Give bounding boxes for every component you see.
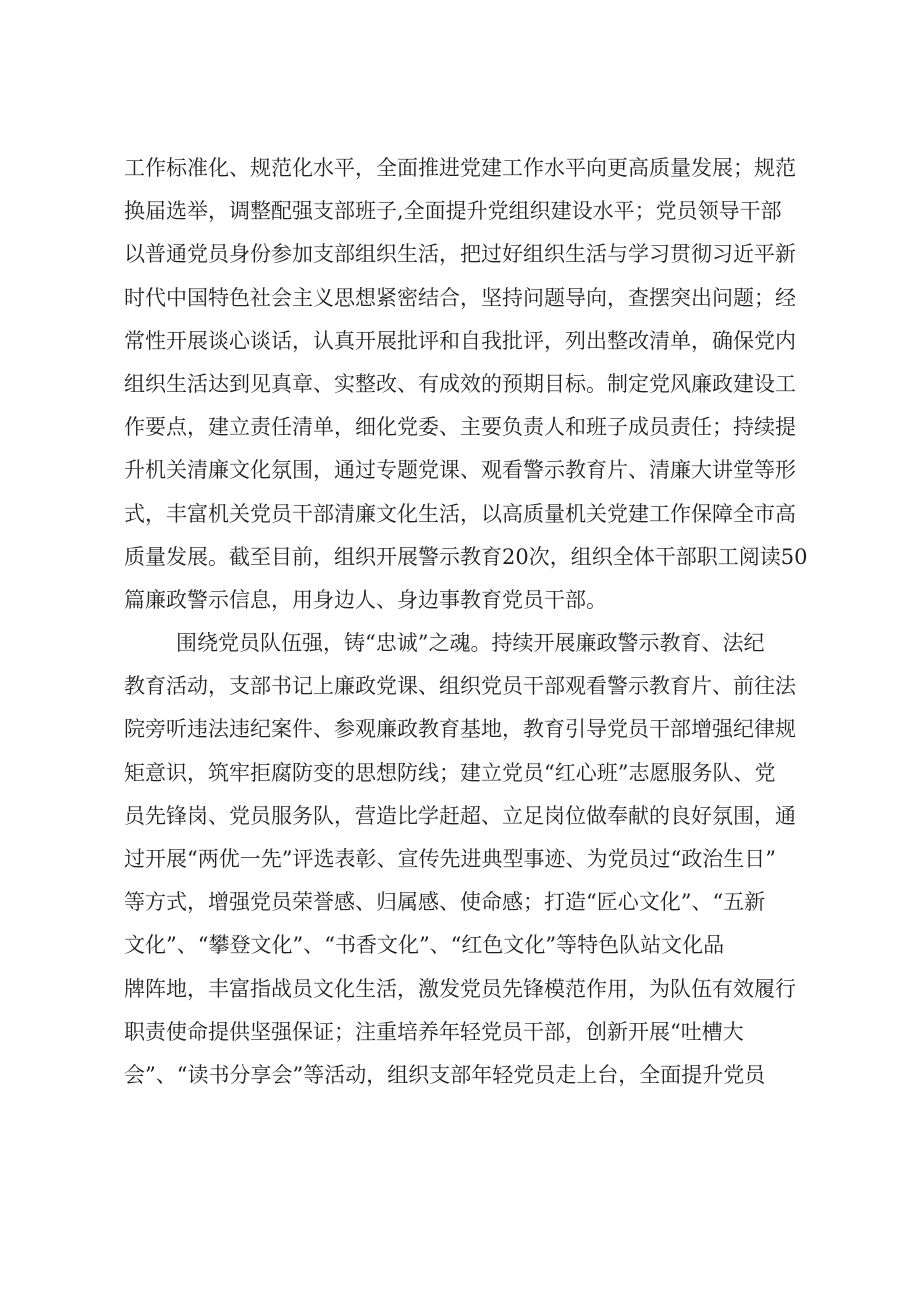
text-line: 常性开展谈心谈话，认真开展批评和自我批评，列出整改清单，确保党内 bbox=[124, 328, 796, 353]
text-line: 牌阵地，丰富指战员文化生活，激发党员先锋模范作用，为队伍有效履行 bbox=[124, 976, 796, 1001]
text-line: 等方式，增强党员荣誉感、归属感、使命感；打造“匠心文化”、“五新 bbox=[124, 890, 766, 915]
paragraph-2 bbox=[124, 622, 808, 1097]
text-line: 院旁听违法违纪案件、参观廉政教育基地，教育引导党员干部增强纪律规 bbox=[124, 717, 796, 742]
text-line: 员先锋岗、党员服务队，营造比学赶超、立足岗位做奉献的良好氛围，通 bbox=[124, 803, 796, 828]
text-line: 职责使命提供坚强保证；注重培养年轻党员干部，创新开展“吐槽大 bbox=[124, 1019, 744, 1044]
text-line: 文化”、“攀登文化”、“书香文化”、“红色文化”等特色队站文化品 bbox=[124, 933, 725, 958]
text-line: 式，丰富机关党员干部清廉文化生活，以高质量机关党建工作保障全市高 bbox=[124, 501, 796, 526]
text-line: 以普通党员身份参加支部组织生活，把过好组织生活与学习贯彻习近平新 bbox=[124, 242, 796, 267]
text-line: 组织生活达到见真章、实整改、有成效的预期目标。制定党风廉政建设工 bbox=[124, 371, 796, 396]
text-line: 工作标准化、规范化水平，全面推进党建工作水平向更高质量发展；规范 bbox=[124, 156, 796, 180]
text-line: 时代中国特色社会主义思想紧密结合，坚持问题导向，查摆突出问题；经 bbox=[124, 285, 796, 310]
text-line: 质量发展。截至目前，组织开展警示教育20次，组织全体干部职工阅读50 bbox=[124, 544, 808, 569]
text-line: 作要点，建立责任清单，细化党委、主要负责人和班子成员责任；持续提 bbox=[124, 415, 796, 440]
text-line: 篇廉政警示信息，用身边人、身边事教育党员干部。 bbox=[124, 587, 607, 612]
text-line: 围绕党员队伍强，铸“忠诚”之魂。持续开展廉政警示教育、法纪 bbox=[176, 631, 765, 656]
text-line: 会”、“读书分享会”等活动，组织支部年轻党员走上台，全面提升党员 bbox=[124, 1062, 766, 1087]
text-line: 教育活动，支部书记上廉政党课、组织党员干部观看警示教育片、前往法 bbox=[124, 674, 796, 699]
document-body bbox=[124, 147, 808, 1097]
paragraph-1 bbox=[124, 147, 808, 622]
text-line: 升机关清廉文化氛围，通过专题党课、观看警示教育片、清廉大讲堂等形 bbox=[124, 458, 796, 483]
text-line: 过开展“两优一先”评选表彰、宣传先进典型事迹、为党员过“政治生日” bbox=[124, 847, 776, 871]
text-line: 矩意识，筑牢拒腐防变的思想防线；建立党员“红心班”志愿服务队、党 bbox=[124, 760, 776, 785]
text-line: 换届选举，调整配强支部班子,全面提升党组织建设水平；党员领导干部 bbox=[124, 199, 782, 224]
